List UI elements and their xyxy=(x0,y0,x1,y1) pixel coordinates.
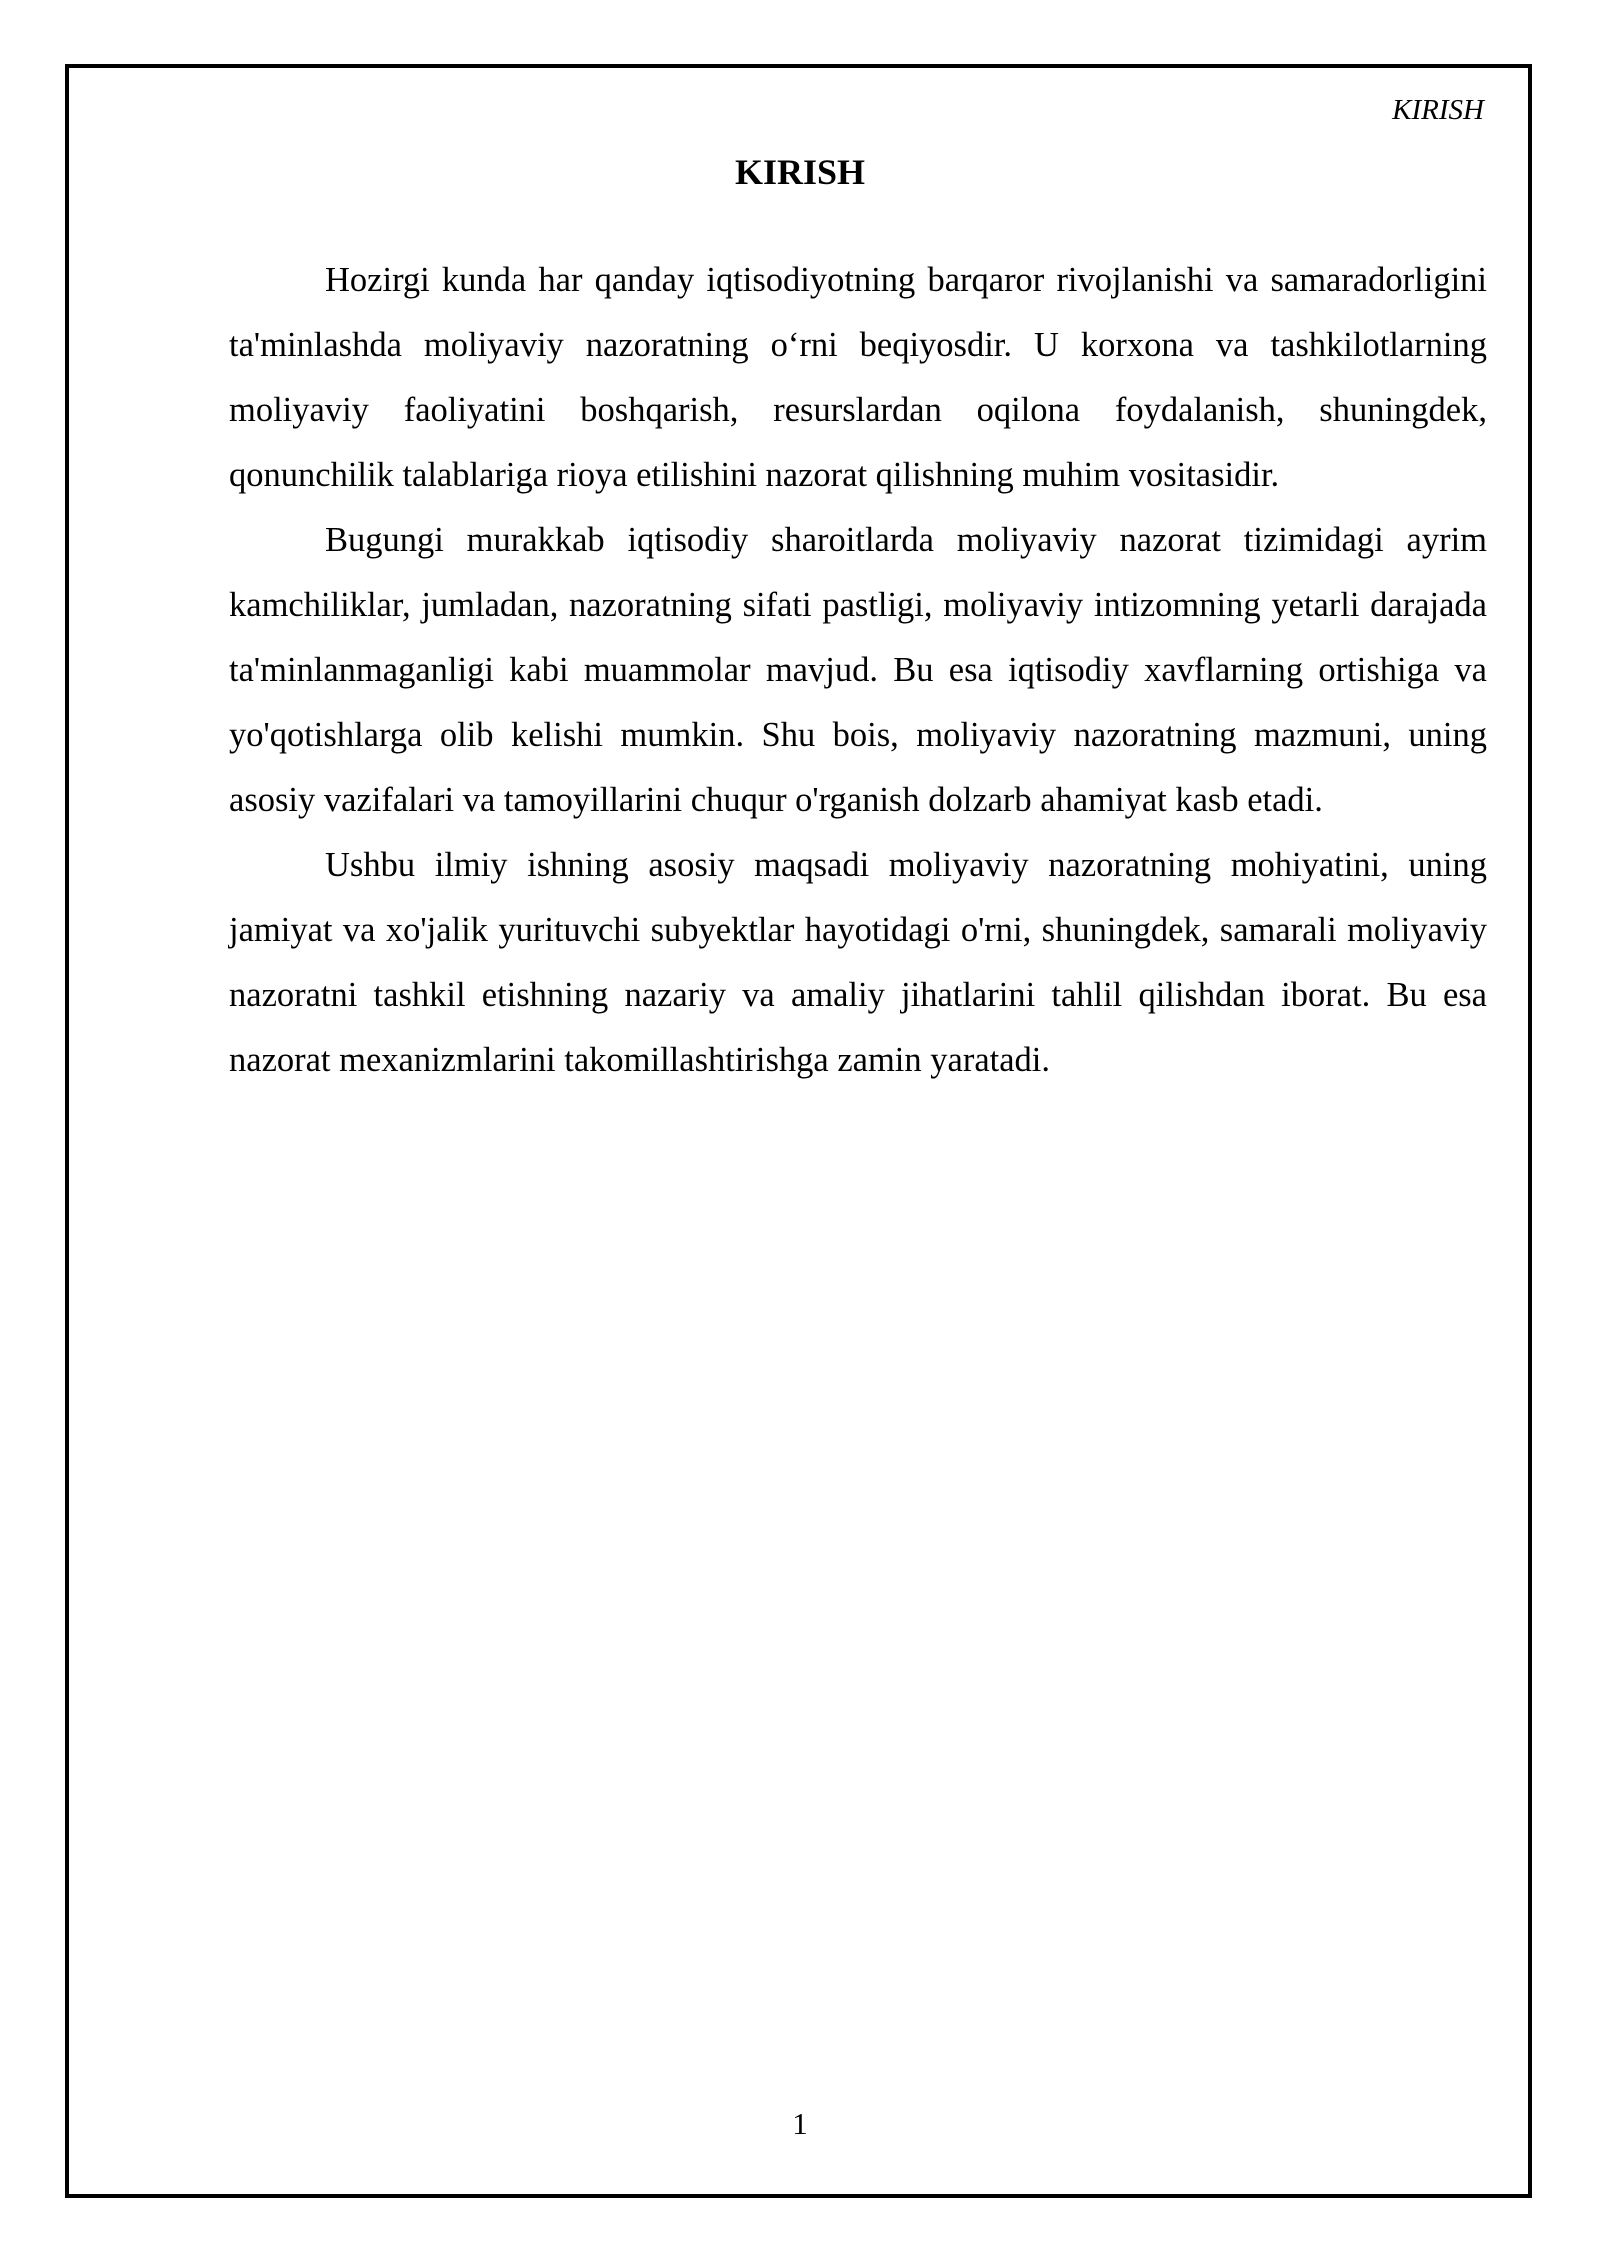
running-header: KIRISH xyxy=(1392,94,1484,126)
paragraph: Hozirgi kunda har qanday iqtisodiyotning barqaror rivojlanishi va samaradorligini ta'minlashda moliyaviy nazoratning o‘rni beqiyosdir. U korxona va tashkilotlarning moliyaviy faoliyatini boshqarish, resurslardan oqilona foydalanish, shuningdek, qonunchilik talablariga rioya etilishini nazorat qilishning muhim vositasidir. xyxy=(229,261,1487,494)
body-text xyxy=(229,248,1487,1093)
page-number: 1 xyxy=(792,2106,808,2141)
paragraph: Ushbu ilmiy ishning asosiy maqsadi moliyaviy nazoratning mohiyatini, uning jamiyat va xo'jalik yurituvchi subyektlar hayotidagi o'rni, shuningdek, samarali moliyaviy nazoratni tashkil etishning nazariy va amaliy jihatlarini tahlil qilishdan iborat. Bu esa nazorat mexanizmlarini takomillashtirishga zamin yaratadi. xyxy=(229,846,1487,1079)
paragraph: Bugungi murakkab iqtisodiy sharoitlarda moliyaviy nazorat tizimidagi ayrim kamchiliklar, jumladan, nazoratning sifati pastligi, moliyaviy intizomning yetarli darajada ta'minlanmaganligi kabi muammolar mavjud. Bu esa iqtisodiy xavflarning ortishiga va yo'qotishlarga olib kelishi mumkin. Shu bois, moliyaviy nazoratning mazmuni, uning asosiy vazifalari va tamoyillarini chuqur o'rganish dolzarb ahamiyat kasb etadi. xyxy=(229,521,1487,819)
page-title: KIRISH xyxy=(734,152,866,192)
